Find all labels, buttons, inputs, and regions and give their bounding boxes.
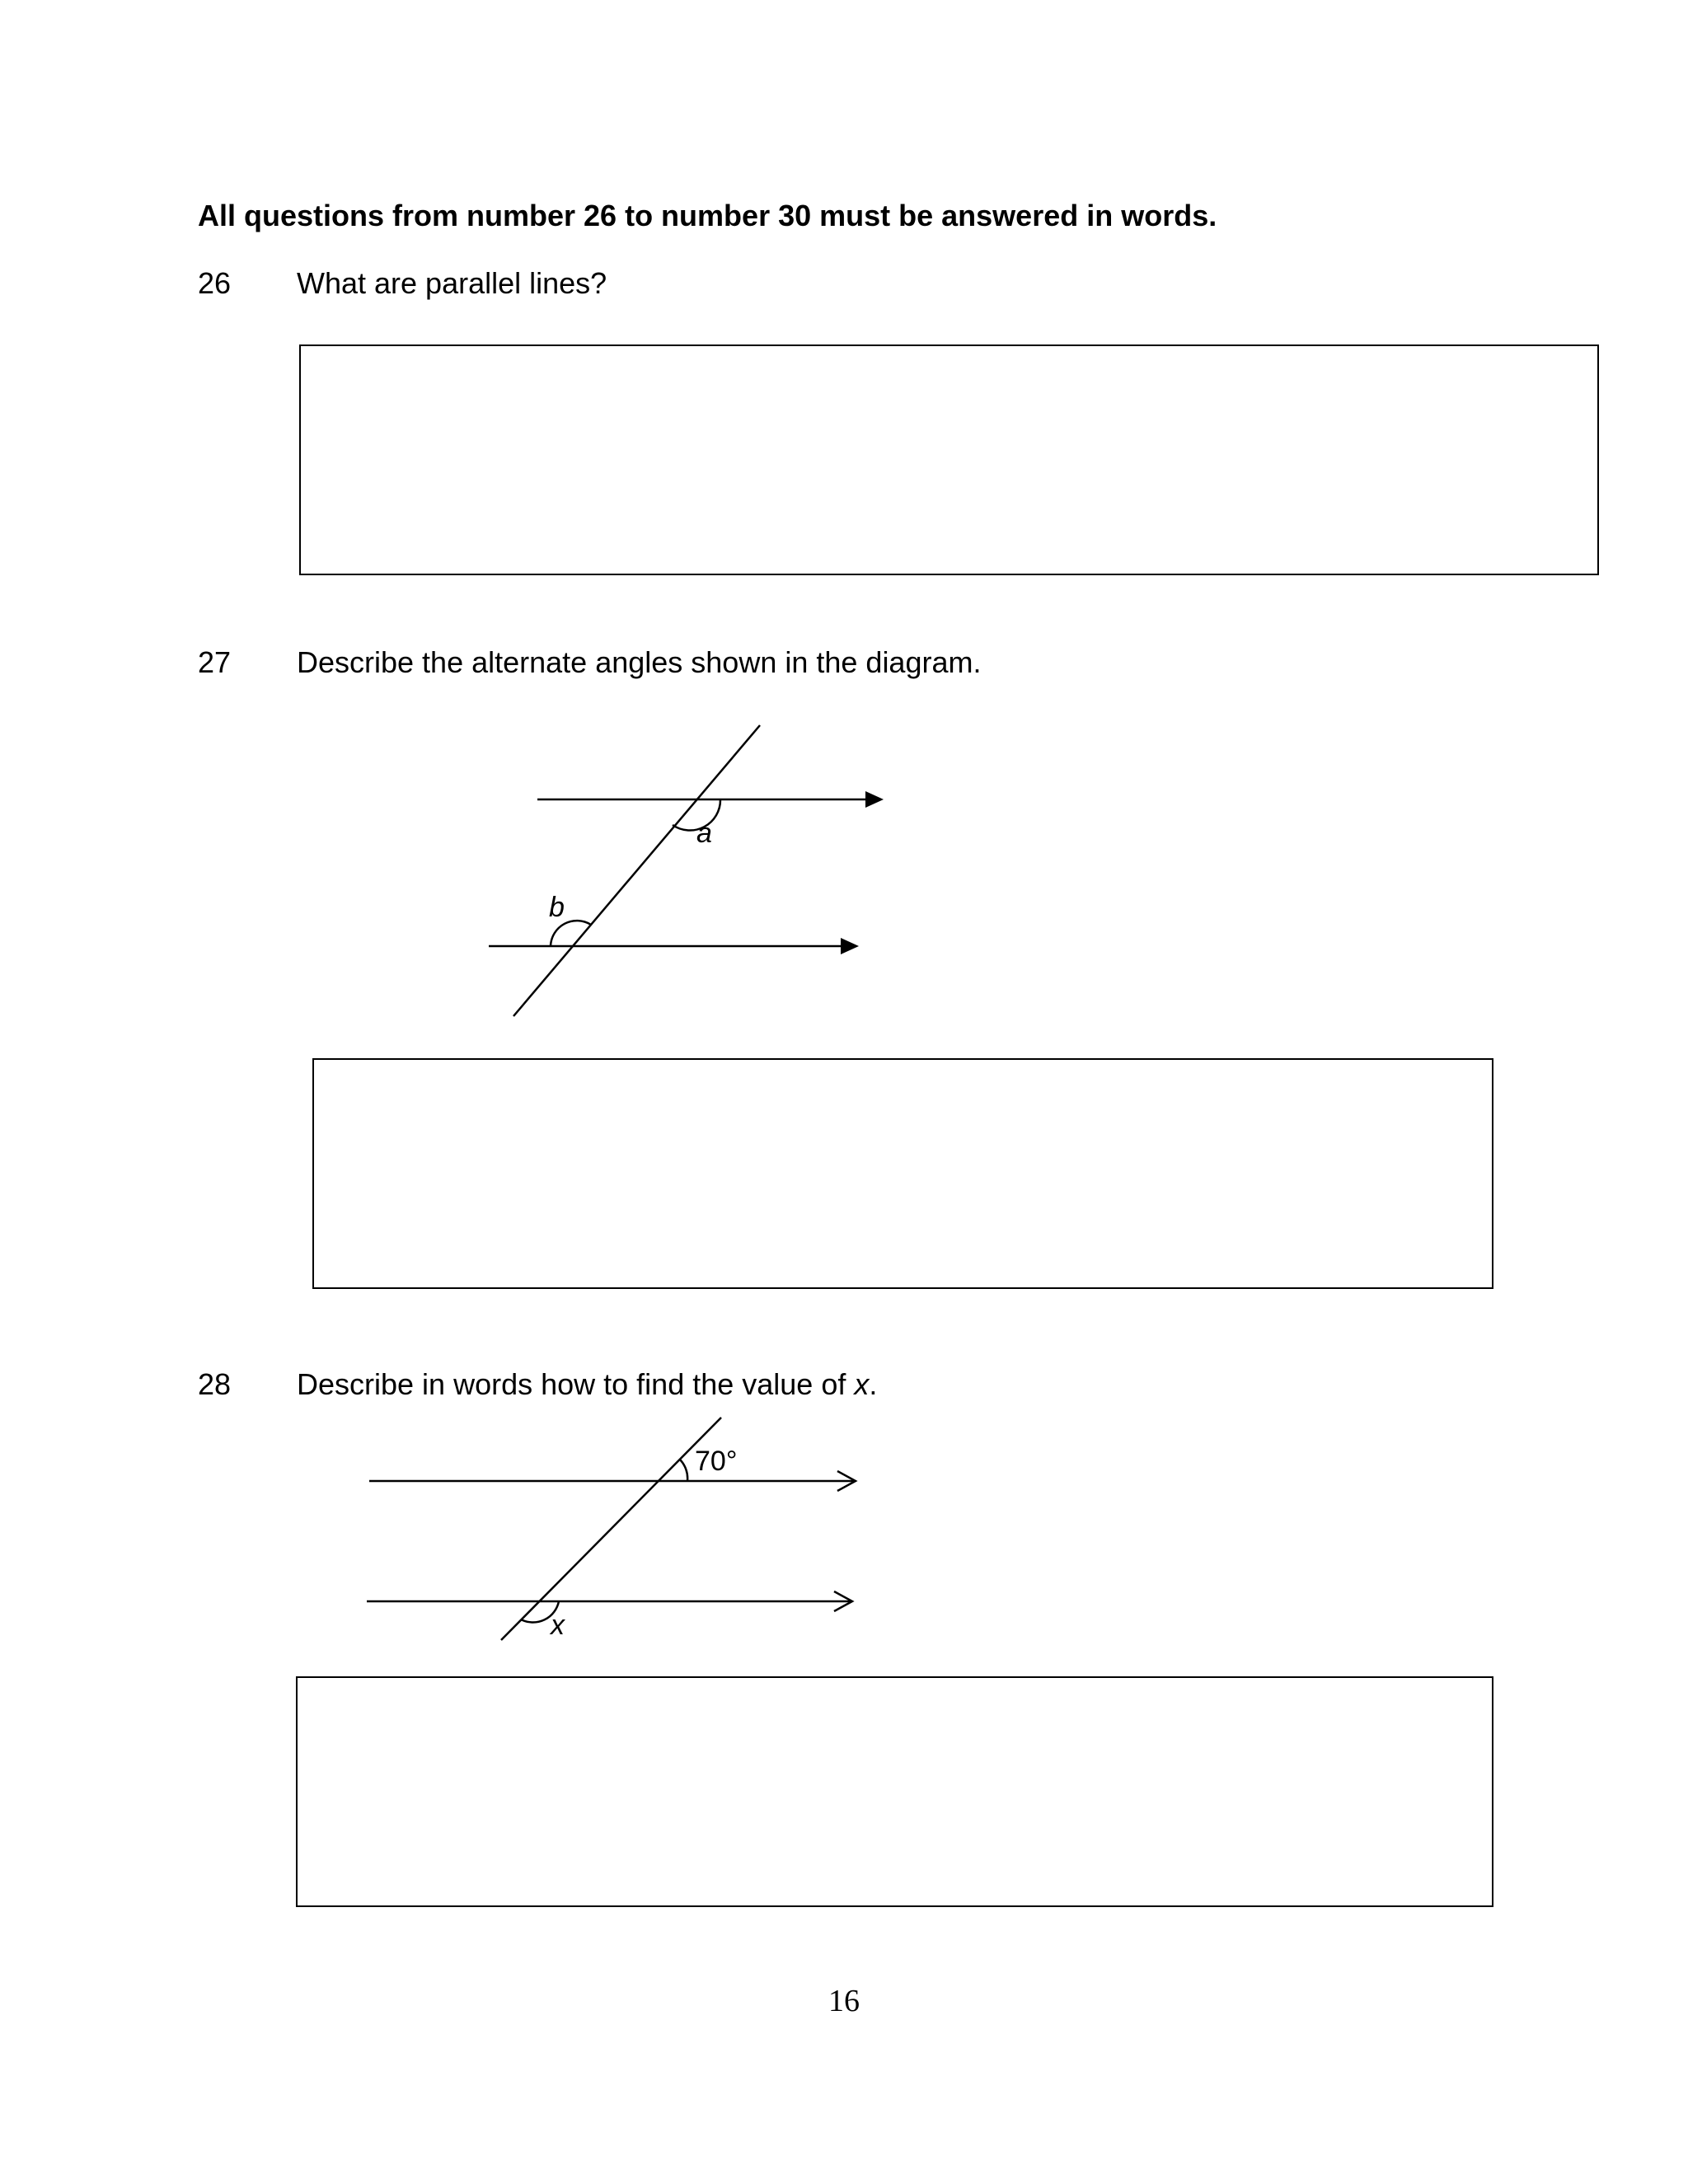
q28-angle-70-label: 70° bbox=[695, 1446, 738, 1477]
question-27-text: Describe the alternate angles shown in the diagram. bbox=[297, 645, 982, 679]
question-27-number: 27 bbox=[198, 645, 232, 679]
question-26-text: What are parallel lines? bbox=[297, 266, 607, 300]
question-28-variable: x bbox=[854, 1367, 870, 1401]
q27-angle-a-label: a bbox=[696, 818, 712, 849]
question-26-number: 26 bbox=[198, 266, 232, 300]
q28-transversal-line bbox=[501, 1418, 721, 1640]
question-28-text-after: . bbox=[869, 1367, 878, 1401]
section-instruction: All questions from number 26 to number 30 must be answered in words. bbox=[198, 199, 1217, 232]
question-28-number: 28 bbox=[198, 1367, 232, 1401]
q27-angle-b-label: b bbox=[549, 892, 565, 923]
page-number: 16 bbox=[828, 1984, 860, 2018]
question-28-text-before: Describe in words how to find the value of bbox=[297, 1367, 855, 1401]
question-28-answer-box[interactable] bbox=[296, 1676, 1493, 1907]
q28-angle-x-label: x bbox=[551, 1610, 565, 1641]
q28-angle-70-arc bbox=[680, 1460, 687, 1481]
